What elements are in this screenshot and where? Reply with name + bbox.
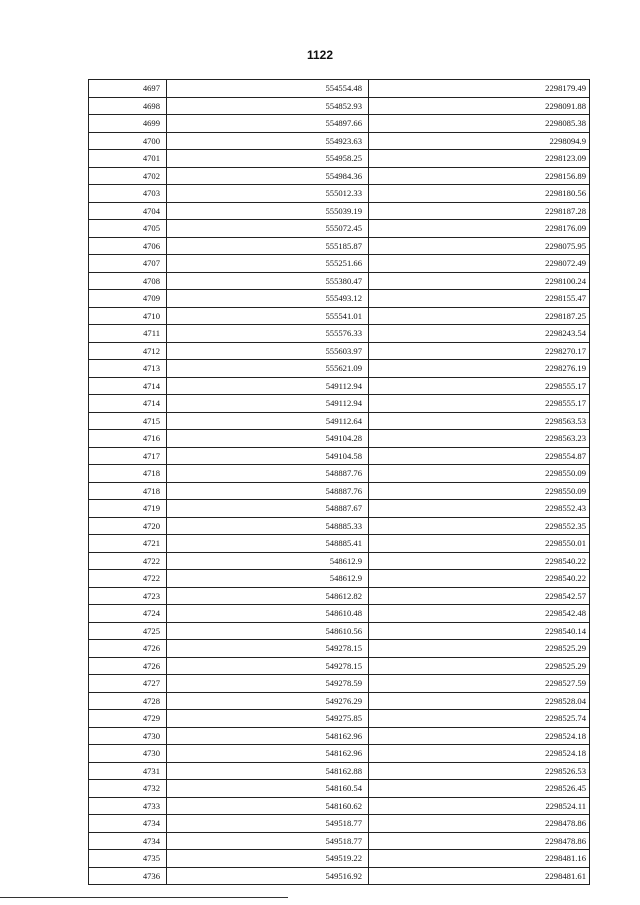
table-row (89, 202, 590, 220)
table-row (89, 727, 590, 745)
table-row (89, 167, 590, 185)
table-row (89, 272, 590, 290)
x-coordinate-cell: 548887.67 (167, 500, 369, 518)
table-row (89, 570, 590, 588)
x-coordinate-cell: 554984.36 (167, 167, 369, 185)
x-coordinate-cell: 548162.96 (167, 727, 369, 745)
point-number-cell: 4714 (89, 377, 167, 395)
y-coordinate-cell: 2298072.49 (369, 255, 590, 273)
point-number-cell: 4706 (89, 237, 167, 255)
y-coordinate-cell: 2298100.24 (369, 272, 590, 290)
x-coordinate-cell: 555603.97 (167, 342, 369, 360)
y-coordinate-cell: 2298542.57 (369, 587, 590, 605)
point-number-cell: 4722 (89, 552, 167, 570)
table-row (89, 797, 590, 815)
y-coordinate-cell: 2298179.49 (369, 80, 590, 98)
point-number-cell: 4709 (89, 290, 167, 308)
table-row (89, 237, 590, 255)
table-row (89, 832, 590, 850)
point-number-cell: 4707 (89, 255, 167, 273)
table-row (89, 447, 590, 465)
y-coordinate-cell: 2298527.59 (369, 675, 590, 693)
table-row (89, 587, 590, 605)
point-number-cell: 4715 (89, 412, 167, 430)
table-row (89, 255, 590, 273)
x-coordinate-cell: 548610.48 (167, 605, 369, 623)
x-coordinate-cell: 555012.33 (167, 185, 369, 203)
table-row (89, 850, 590, 868)
y-coordinate-cell: 2298187.28 (369, 202, 590, 220)
x-coordinate-cell: 555072.45 (167, 220, 369, 238)
y-coordinate-cell: 2298176.09 (369, 220, 590, 238)
y-coordinate-cell: 2298525.29 (369, 657, 590, 675)
table-row (89, 80, 590, 98)
y-coordinate-cell: 2298155.47 (369, 290, 590, 308)
footer-divider (0, 897, 288, 898)
x-coordinate-cell: 554554.48 (167, 80, 369, 98)
point-number-cell: 4728 (89, 692, 167, 710)
point-number-cell: 4712 (89, 342, 167, 360)
x-coordinate-cell: 555039.19 (167, 202, 369, 220)
x-coordinate-cell: 554897.66 (167, 115, 369, 133)
x-coordinate-cell: 555185.87 (167, 237, 369, 255)
point-number-cell: 4697 (89, 80, 167, 98)
x-coordinate-cell: 549278.59 (167, 675, 369, 693)
point-number-cell: 4710 (89, 307, 167, 325)
table-row (89, 360, 590, 378)
y-coordinate-cell: 2298550.01 (369, 535, 590, 553)
table-row (89, 220, 590, 238)
table-row (89, 325, 590, 343)
y-coordinate-cell: 2298550.09 (369, 482, 590, 500)
x-coordinate-cell: 548612.9 (167, 570, 369, 588)
y-coordinate-cell: 2298085.38 (369, 115, 590, 133)
x-coordinate-cell: 555541.01 (167, 307, 369, 325)
table-row (89, 185, 590, 203)
x-coordinate-cell: 555380.47 (167, 272, 369, 290)
x-coordinate-cell: 554958.25 (167, 150, 369, 168)
coordinates-table-body (89, 80, 590, 885)
x-coordinate-cell: 548162.96 (167, 745, 369, 763)
table-row (89, 867, 590, 885)
table-row (89, 657, 590, 675)
y-coordinate-cell: 2298156.89 (369, 167, 590, 185)
x-coordinate-cell: 548162.88 (167, 762, 369, 780)
x-coordinate-cell: 549112.94 (167, 377, 369, 395)
point-number-cell: 4732 (89, 780, 167, 798)
table-row (89, 745, 590, 763)
point-number-cell: 4702 (89, 167, 167, 185)
y-coordinate-cell: 2298180.56 (369, 185, 590, 203)
table-row (89, 412, 590, 430)
y-coordinate-cell: 2298555.17 (369, 395, 590, 413)
y-coordinate-cell: 2298075.95 (369, 237, 590, 255)
point-number-cell: 4730 (89, 727, 167, 745)
table-row (89, 307, 590, 325)
y-coordinate-cell: 2298563.23 (369, 430, 590, 448)
x-coordinate-cell: 548612.82 (167, 587, 369, 605)
y-coordinate-cell: 2298091.88 (369, 97, 590, 115)
coordinates-table (88, 79, 590, 885)
y-coordinate-cell: 2298243.54 (369, 325, 590, 343)
y-coordinate-cell: 2298525.74 (369, 710, 590, 728)
point-number-cell: 4721 (89, 535, 167, 553)
point-number-cell: 4711 (89, 325, 167, 343)
table-row (89, 675, 590, 693)
point-number-cell: 4723 (89, 587, 167, 605)
x-coordinate-cell: 549112.94 (167, 395, 369, 413)
x-coordinate-cell: 549516.92 (167, 867, 369, 885)
point-number-cell: 4699 (89, 115, 167, 133)
coordinates-table-container (88, 79, 586, 885)
point-number-cell: 4719 (89, 500, 167, 518)
point-number-cell: 4698 (89, 97, 167, 115)
y-coordinate-cell: 2298123.09 (369, 150, 590, 168)
table-row (89, 552, 590, 570)
table-row (89, 692, 590, 710)
x-coordinate-cell: 549278.15 (167, 640, 369, 658)
table-row (89, 710, 590, 728)
point-number-cell: 4722 (89, 570, 167, 588)
y-coordinate-cell: 2298478.86 (369, 832, 590, 850)
y-coordinate-cell: 2298481.16 (369, 850, 590, 868)
table-row (89, 780, 590, 798)
point-number-cell: 4700 (89, 132, 167, 150)
x-coordinate-cell: 548887.76 (167, 465, 369, 483)
y-coordinate-cell: 2298525.29 (369, 640, 590, 658)
y-coordinate-cell: 2298276.19 (369, 360, 590, 378)
table-row (89, 342, 590, 360)
point-number-cell: 4704 (89, 202, 167, 220)
table-row (89, 482, 590, 500)
y-coordinate-cell: 2298524.18 (369, 745, 590, 763)
y-coordinate-cell: 2298550.09 (369, 465, 590, 483)
y-coordinate-cell: 2298542.48 (369, 605, 590, 623)
point-number-cell: 4736 (89, 867, 167, 885)
x-coordinate-cell: 548610.56 (167, 622, 369, 640)
point-number-cell: 4724 (89, 605, 167, 623)
y-coordinate-cell: 2298528.04 (369, 692, 590, 710)
x-coordinate-cell: 554852.93 (167, 97, 369, 115)
x-coordinate-cell: 554923.63 (167, 132, 369, 150)
point-number-cell: 4730 (89, 745, 167, 763)
y-coordinate-cell: 2298524.18 (369, 727, 590, 745)
x-coordinate-cell: 549112.64 (167, 412, 369, 430)
x-coordinate-cell: 548612.9 (167, 552, 369, 570)
point-number-cell: 4716 (89, 430, 167, 448)
x-coordinate-cell: 548885.33 (167, 517, 369, 535)
point-number-cell: 4734 (89, 832, 167, 850)
x-coordinate-cell: 548885.41 (167, 535, 369, 553)
y-coordinate-cell: 2298552.35 (369, 517, 590, 535)
x-coordinate-cell: 555621.09 (167, 360, 369, 378)
point-number-cell: 4726 (89, 657, 167, 675)
x-coordinate-cell: 555576.33 (167, 325, 369, 343)
point-number-cell: 4717 (89, 447, 167, 465)
table-row (89, 762, 590, 780)
point-number-cell: 4735 (89, 850, 167, 868)
table-row (89, 605, 590, 623)
table-row (89, 395, 590, 413)
table-row (89, 640, 590, 658)
table-row (89, 465, 590, 483)
y-coordinate-cell: 2298524.11 (369, 797, 590, 815)
point-number-cell: 4708 (89, 272, 167, 290)
x-coordinate-cell: 548887.76 (167, 482, 369, 500)
y-coordinate-cell: 2298270.17 (369, 342, 590, 360)
y-coordinate-cell: 2298526.53 (369, 762, 590, 780)
point-number-cell: 4720 (89, 517, 167, 535)
table-row (89, 97, 590, 115)
point-number-cell: 4713 (89, 360, 167, 378)
point-number-cell: 4731 (89, 762, 167, 780)
point-number-cell: 4718 (89, 482, 167, 500)
y-coordinate-cell: 2298555.17 (369, 377, 590, 395)
table-row (89, 535, 590, 553)
y-coordinate-cell: 2298552.43 (369, 500, 590, 518)
y-coordinate-cell: 2298540.22 (369, 570, 590, 588)
table-row (89, 622, 590, 640)
point-number-cell: 4725 (89, 622, 167, 640)
x-coordinate-cell: 549518.77 (167, 832, 369, 850)
point-number-cell: 4729 (89, 710, 167, 728)
table-row (89, 430, 590, 448)
point-number-cell: 4701 (89, 150, 167, 168)
y-coordinate-cell: 2298094.9 (369, 132, 590, 150)
table-row (89, 377, 590, 395)
x-coordinate-cell: 549104.58 (167, 447, 369, 465)
y-coordinate-cell: 2298540.14 (369, 622, 590, 640)
point-number-cell: 4734 (89, 815, 167, 833)
y-coordinate-cell: 2298187.25 (369, 307, 590, 325)
point-number-cell: 4727 (89, 675, 167, 693)
point-number-cell: 4718 (89, 465, 167, 483)
point-number-cell: 4705 (89, 220, 167, 238)
y-coordinate-cell: 2298478.86 (369, 815, 590, 833)
table-row (89, 815, 590, 833)
x-coordinate-cell: 549104.28 (167, 430, 369, 448)
table-row (89, 290, 590, 308)
y-coordinate-cell: 2298526.45 (369, 780, 590, 798)
x-coordinate-cell: 549519.22 (167, 850, 369, 868)
table-row (89, 500, 590, 518)
table-row (89, 115, 590, 133)
table-row (89, 517, 590, 535)
point-number-cell: 4733 (89, 797, 167, 815)
y-coordinate-cell: 2298563.53 (369, 412, 590, 430)
x-coordinate-cell: 549275.85 (167, 710, 369, 728)
table-row (89, 132, 590, 150)
y-coordinate-cell: 2298554.87 (369, 447, 590, 465)
point-number-cell: 4726 (89, 640, 167, 658)
y-coordinate-cell: 2298540.22 (369, 552, 590, 570)
table-row (89, 150, 590, 168)
x-coordinate-cell: 548160.54 (167, 780, 369, 798)
point-number-cell: 4703 (89, 185, 167, 203)
x-coordinate-cell: 548160.62 (167, 797, 369, 815)
x-coordinate-cell: 555493.12 (167, 290, 369, 308)
x-coordinate-cell: 549518.77 (167, 815, 369, 833)
page-number: 1122 (306, 48, 334, 62)
x-coordinate-cell: 555251.66 (167, 255, 369, 273)
point-number-cell: 4714 (89, 395, 167, 413)
x-coordinate-cell: 549278.15 (167, 657, 369, 675)
y-coordinate-cell: 2298481.61 (369, 867, 590, 885)
x-coordinate-cell: 549276.29 (167, 692, 369, 710)
